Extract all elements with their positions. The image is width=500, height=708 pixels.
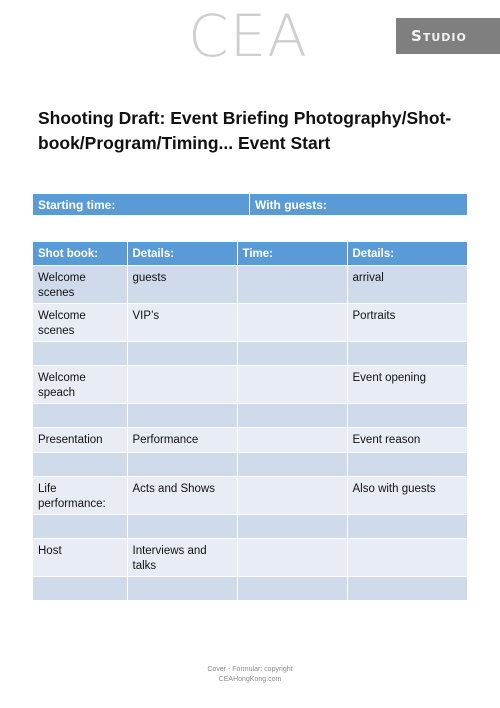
table-row [33, 453, 467, 477]
table-cell [127, 577, 237, 601]
page-title: Shooting Draft: Event Briefing Photography/Shot-book/Program/Timing... Event Start [38, 108, 452, 153]
table-cell [33, 342, 127, 366]
table-cell: Portraits [347, 304, 467, 342]
table-row [33, 428, 467, 453]
with-guests-label: With guests: [255, 197, 327, 212]
table-cell [127, 515, 237, 539]
table-cell: Presentation [33, 428, 127, 453]
studio-badge-rest: tudio [422, 27, 467, 45]
shot-book-table [33, 242, 467, 600]
table-row [33, 342, 467, 366]
table-cell: Interviews and talks [127, 539, 237, 577]
table-cell [237, 404, 347, 428]
studio-badge-initial: S [411, 27, 423, 45]
table-cell [347, 577, 467, 601]
table-row [33, 477, 467, 515]
table-cell [33, 453, 127, 477]
table-cell: Welcome scenes [33, 304, 127, 342]
table-cell [237, 428, 347, 453]
table-row [33, 304, 467, 342]
table-cell: Host [33, 539, 127, 577]
table-row [33, 515, 467, 539]
table-cell [127, 453, 237, 477]
table-cell [127, 404, 237, 428]
table-row [33, 366, 467, 404]
table-cell [237, 577, 347, 601]
table-cell [237, 515, 347, 539]
table-cell [237, 539, 347, 577]
table-cell [33, 404, 127, 428]
table-cell [347, 453, 467, 477]
table-cell: guests [127, 266, 237, 304]
table-cell [237, 266, 347, 304]
table-cell [127, 342, 237, 366]
table-cell [33, 515, 127, 539]
table-cell [347, 404, 467, 428]
header-shot-book: Shot book: [33, 242, 127, 266]
table-cell [237, 453, 347, 477]
cea-logo: CEA [188, 2, 308, 70]
table-cell [237, 342, 347, 366]
table-row [33, 404, 467, 428]
table-cell [237, 366, 347, 404]
table-cell [347, 515, 467, 539]
footer-line-2: CEAHongKong.com [218, 676, 282, 683]
table-cell: Also with guests [347, 477, 467, 515]
header-time: Time: [237, 242, 347, 266]
table-cell: Acts and Shows [127, 477, 237, 515]
table-cell: Life performance: [33, 477, 127, 515]
footer-copyright [150, 665, 350, 685]
table-cell [347, 539, 467, 577]
table-cell [237, 304, 347, 342]
table-cell: Welcome scenes [33, 266, 127, 304]
table-cell [127, 366, 237, 404]
table-cell: Performance [127, 428, 237, 453]
table-cell [33, 577, 127, 601]
header-details: Details: [127, 242, 237, 266]
start-info-bar [33, 194, 467, 215]
header-details-2: Details: [347, 242, 467, 266]
table-cell [237, 477, 347, 515]
table-cell: arrival [347, 266, 467, 304]
table-row [33, 266, 467, 304]
table-row [33, 539, 467, 577]
table-cell [347, 342, 467, 366]
starting-time-label: Starting time: [33, 194, 250, 215]
table-row [33, 577, 467, 601]
studio-badge [396, 18, 500, 54]
footer-line-1: Cover - Formular: copyright [207, 666, 293, 673]
table-cell: Event reason [347, 428, 467, 453]
table-cell: Event opening [347, 366, 467, 404]
table-cell: VIP’s [127, 304, 237, 342]
table-cell: Welcome speach [33, 366, 127, 404]
table-header-row [33, 242, 467, 266]
